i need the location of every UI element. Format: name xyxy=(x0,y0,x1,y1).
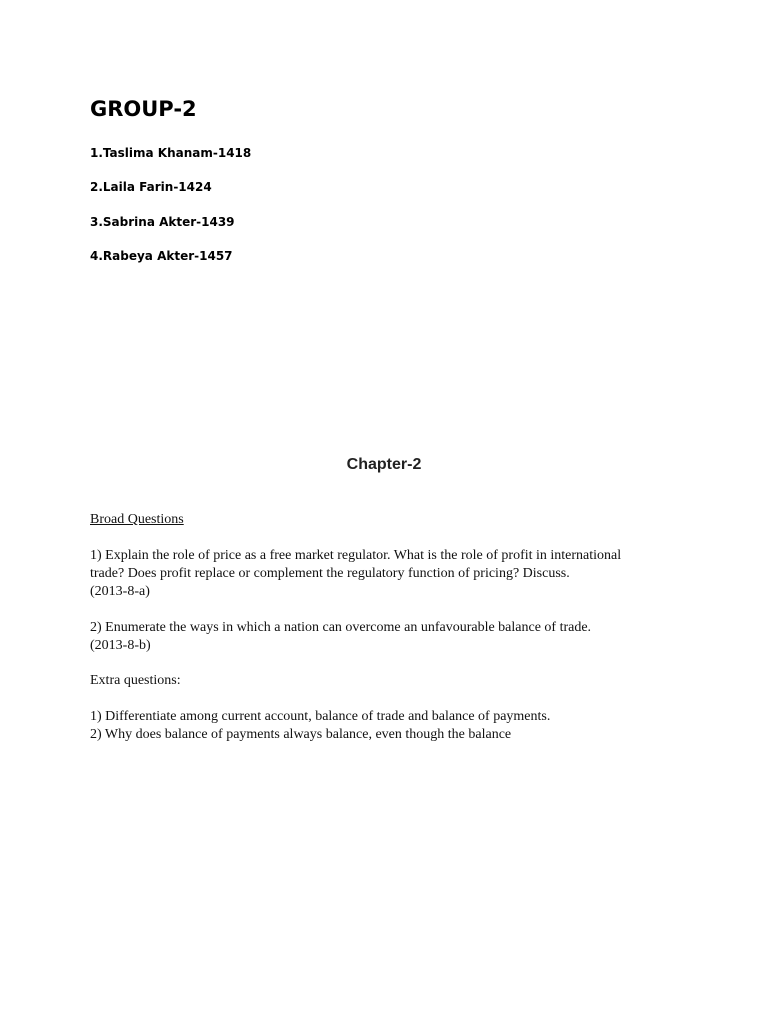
group-title: GROUP-2 xyxy=(90,97,197,121)
extra-questions-heading: Extra questions: xyxy=(90,673,181,688)
member-item: 3.Sabrina Akter-1439 xyxy=(90,215,235,229)
chapter-title: Chapter-2 xyxy=(346,456,422,473)
member-item: 2.Laila Farin-1424 xyxy=(90,180,212,194)
question-1-line: trade? Does profit replace or complement the regulatory function of pricing? Discuss. xyxy=(90,566,570,581)
question-2-line: 2) Enumerate the ways in which a nation can overcome an unfavourable balance of trade. xyxy=(90,620,592,635)
broad-questions-heading: Broad Questions xyxy=(90,512,184,527)
extra-questions xyxy=(90,708,690,744)
member-item: 1.Taslima Khanam-1418 xyxy=(90,146,252,160)
member-item: 4.Rabeya Akter-1457 xyxy=(90,249,233,263)
question-2 xyxy=(90,619,690,655)
question-1 xyxy=(90,547,690,601)
question-1-line: 1) Explain the role of price as a free market regulator. What is the role of profit in international xyxy=(90,548,622,563)
question-2-reference: (2013-8-b) xyxy=(90,638,151,653)
extra-question-line: 2) Why does balance of payments always balance, even though the balance xyxy=(90,727,512,742)
question-1-reference: (2013-8-a) xyxy=(90,584,150,599)
extra-question-line: 1) Differentiate among current account, balance of trade and balance of payments. xyxy=(90,709,551,724)
